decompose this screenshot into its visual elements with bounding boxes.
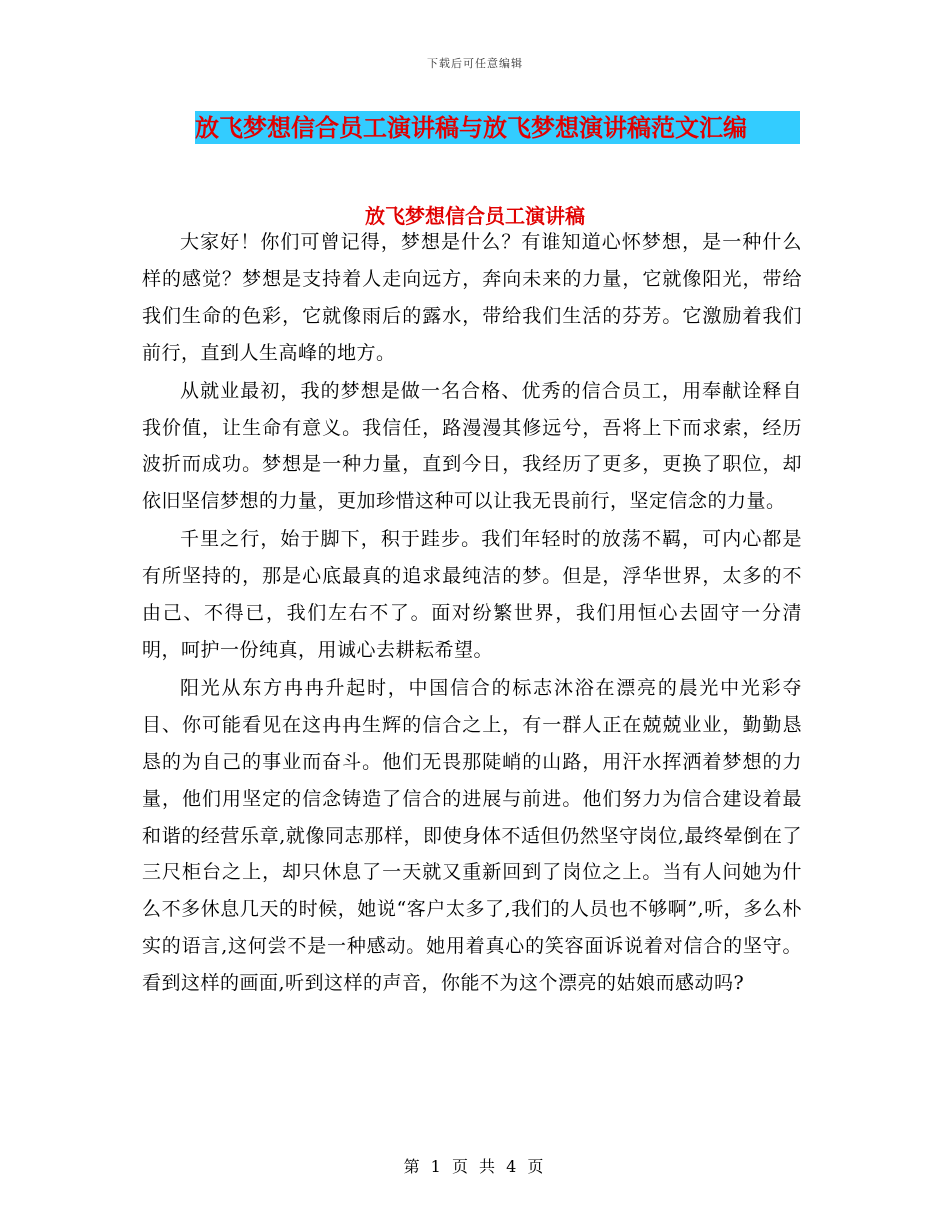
body-text (142, 224, 802, 1002)
paragraph-3: 千里之行，始于脚下，积于跬步。我们年轻时的放荡不羁，可内心都是有所坚持的，那是心底最真的追求最纯洁的梦。但是，浮华世界，太多的不由己、不得已，我们左右不了。面对纷繁世界，我们用恒心去固守一分清明，呵护一份纯真，用诚心去耕耘希望。 (142, 528, 802, 661)
header-note: 下载后可任意编辑 (427, 57, 523, 70)
paragraph-4: 阳光从东方冉冉升起时，中国信合的标志沐浴在漂亮的晨光中光彩夺目、你可能看见在这冉冉生辉的信合之上，有一群人正在兢兢业业，勤勤恳恳的为自己的事业而奋斗。他们无畏那陡峭的山路，用汗水挥洒着梦想的力量，他们用坚定的信念铸造了信合的进展与前进。他们努力为信合建设着最和谐的经营乐章,就像同志那样，即使身体不适但仍然坚守岗位,最终晕倒在了三尺柜台之上，却只休息了一天就又重新回到了岗位之上。当有人问她为什么不多休息几天的时候，她说“客户太多了,我们的人员也不够啊”,听，多么朴实的语言,这何尝不是一种感动。她用着真心的笑容面诉说着对信合的坚守。看到这样的画面,听到这样的声音，你能不为这个漂亮的姑娘而感动吗? (142, 676, 802, 995)
page-footer: 第 1 页 共 4 页 (403, 1157, 547, 1176)
paragraph-2: 从就业最初，我的梦想是做一名合格、优秀的信合员工，用奉献诠释自我价值，让生命有意义。我信任，路漫漫其修远兮，吾将上下而求索，经历波折而成功。梦想是一种力量，直到今日，我经历了更多，更换了职位，却依旧坚信梦想的力量，更加珍惜这种可以让我无畏前行，坚定信念的力量。 (142, 379, 802, 513)
section-title: 放飞梦想信合员工演讲稿 (365, 204, 585, 228)
paragraph-1: 大家好！你们可曾记得，梦想是什么？有谁知道心怀梦想，是一种什么样的感觉？梦想是支持着人走向远方，奔向未来的力量，它就像阳光，带给我们生命的色彩，它就像雨后的露水，带给我们生活的芬芳。它激励着我们前行，直到人生高峰的地方。 (142, 231, 802, 364)
document-title: 放飞梦想信合员工演讲稿与放飞梦想演讲稿范文汇编 (195, 111, 800, 144)
